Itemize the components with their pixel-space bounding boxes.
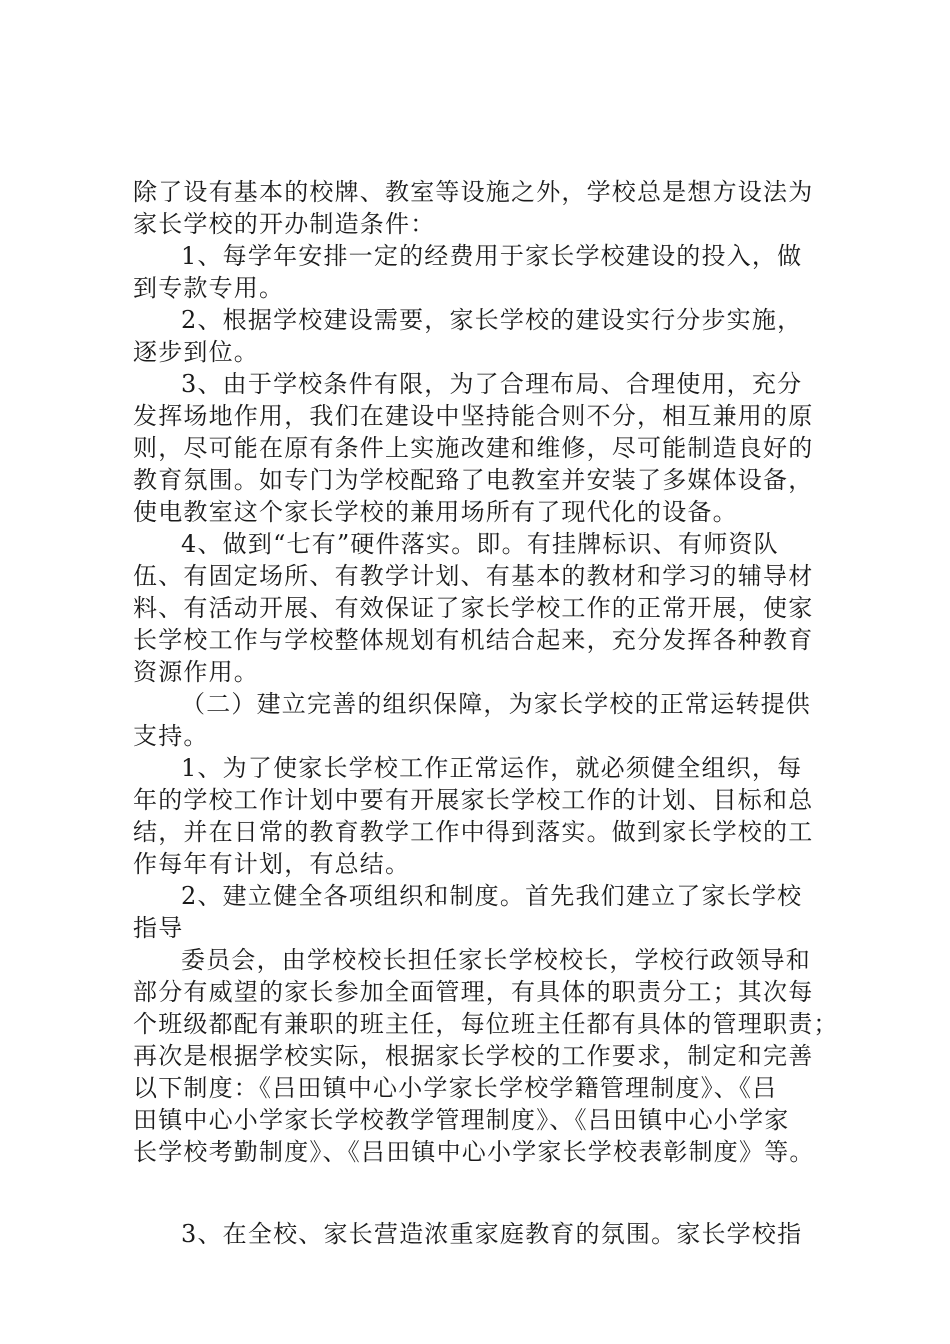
text-line: 指导 <box>133 914 184 942</box>
section-heading: （二）建立完善的组织保障，为家长学校的正常运转提供 <box>181 690 811 718</box>
text-line: 部分有威望的家长参加全面管理，有具体的职责分工；其次每 <box>133 978 814 1006</box>
text-line: 发挥场地作用，我们在建设中坚持能合则不分，相互兼用的原 <box>133 402 814 430</box>
text-line: 个班级都配有兼职的班主任，每位班主任都有具体的管理职责； <box>133 1010 839 1038</box>
text-line: 2、根据学校建设需要，家长学校的建设实行分步实施， <box>181 306 803 334</box>
text-line: 再次是根据学校实际，根据家长学校的工作要求，制定和完善 <box>133 1042 814 1070</box>
text-line: 长学校工作与学校整体规划有机结合起来，充分发挥各种教育 <box>133 626 814 654</box>
text-line: 3、在全校、家长营造浓重家庭教育的氛围。家长学校指 <box>181 1220 803 1248</box>
text-line: 则，尽可能在原有条件上实施改建和维修，尽可能制造良好的 <box>133 434 814 462</box>
text-line: 教育氛围。如专门为学校配臵了电教室并安装了多媒体设备， <box>133 466 814 494</box>
text-line: 长学校考勤制度》、《吕田镇中心小学家长学校表彰制度》等。 <box>133 1138 815 1166</box>
text-line: 资源作用。 <box>133 658 259 686</box>
text-line: 3、由于学校条件有限，为了合理布局、合理使用，充分 <box>181 370 803 398</box>
text-line: 除了设有基本的校牌、教室等设施之外，学校总是想方设法为 <box>133 178 814 206</box>
text-line: 以下制度：《吕田镇中心小学家长学校学籍管理制度》、《吕 <box>133 1074 778 1102</box>
text-line: 1、为了使家长学校工作正常运作，就必须健全组织，每 <box>181 754 803 782</box>
text-line: 家长学校的开办制造条件： <box>133 210 436 238</box>
text-line: 4、做到“七有”硬件落实。即。有挂牌标识、有师资队 <box>181 530 779 558</box>
text-line: 委员会，由学校校长担任家长学校校长，学校行政领导和 <box>181 946 811 974</box>
text-line: 作每年有计划，有总结。 <box>133 850 411 878</box>
text-line: 逐步到位。 <box>133 338 259 366</box>
text-line: 1、每学年安排一定的经费用于家长学校建设的投入，做 <box>181 242 803 270</box>
text-line: 伍、有固定场所、有教学计划、有基本的教材和学习的辅导材 <box>133 562 814 590</box>
text-line: 田镇中心小学家长学校教学管理制度》、《吕田镇中心小学家 <box>133 1106 790 1134</box>
text-line: 2、建立健全各项组织和制度。首先我们建立了家长学校 <box>181 882 803 910</box>
text-line: 结，并在日常的教育教学工作中得到落实。做到家长学校的工 <box>133 818 814 846</box>
section-heading: 支持。 <box>133 722 209 750</box>
text-line: 料、有活动开展、有效保证了家长学校工作的正常开展，使家 <box>133 594 814 622</box>
text-line: 年的学校工作计划中要有开展家长学校工作的计划、目标和总 <box>133 786 814 814</box>
text-line: 到专款专用。 <box>133 274 285 302</box>
text-line: 使电教室这个家长学校的兼用场所有了现代化的设备。 <box>133 498 738 526</box>
